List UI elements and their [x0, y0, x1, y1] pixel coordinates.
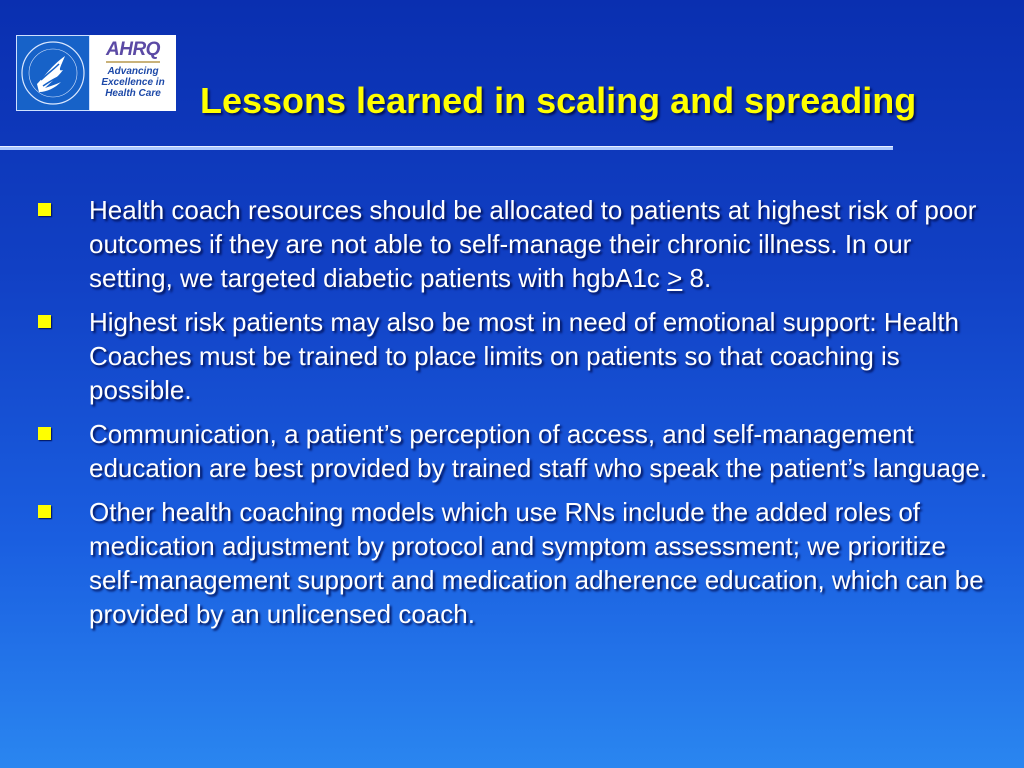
bullet-text-3: Communication, a patient’s perception of access, and self-management education are best provided by trained staff who speak the patient’s language. — [89, 419, 988, 483]
title-divider — [0, 146, 893, 150]
logo-block — [16, 35, 176, 111]
ahrq-tagline — [101, 66, 164, 99]
ahrq-logo-mark: AHRQ — [106, 39, 160, 63]
ahrq-logo — [90, 35, 176, 111]
bullet-text-2: Highest risk patients may also be most in need of emotional support: Health Coaches must be trained to place limits on patients so that coaching is possible. — [89, 307, 960, 405]
bullet-text-4: Other health coaching models which use RNs include the added roles of medication adjustment by protocol and symptom assessment; we prioritize self-management support and medication adherence education, which can be provided by an unlicensed coach. — [89, 497, 984, 629]
bullet-list — [38, 193, 988, 641]
slide-title: Lessons learned in scaling and spreading — [200, 80, 917, 121]
square-bullet-icon — [38, 203, 51, 216]
ahrq-tagline-line-1: Advancing — [107, 66, 159, 77]
bullet-item — [38, 495, 988, 631]
bullet-text-1-start: Health coach resources should be allocated to patients at highest risk of poor outcomes if they are not able to self-manage their chronic illness. In our setting, we targeted diabetic patients with hgbA1c — [89, 195, 977, 293]
ahrq-tagline-line-2: Excellence in — [101, 77, 165, 88]
square-bullet-icon — [38, 505, 51, 518]
square-bullet-icon — [38, 427, 51, 440]
bullet-text-1-end: 8. — [682, 263, 712, 293]
hhs-seal-icon — [16, 35, 90, 111]
greater-equal-symbol: > — [667, 263, 683, 293]
hhs-eagle-graphic — [17, 36, 89, 110]
bullet-item — [38, 193, 988, 295]
square-bullet-icon — [38, 315, 51, 328]
bullet-item — [38, 305, 988, 407]
bullet-item — [38, 417, 988, 485]
ahrq-tagline-line-3: Health Care — [105, 88, 161, 99]
